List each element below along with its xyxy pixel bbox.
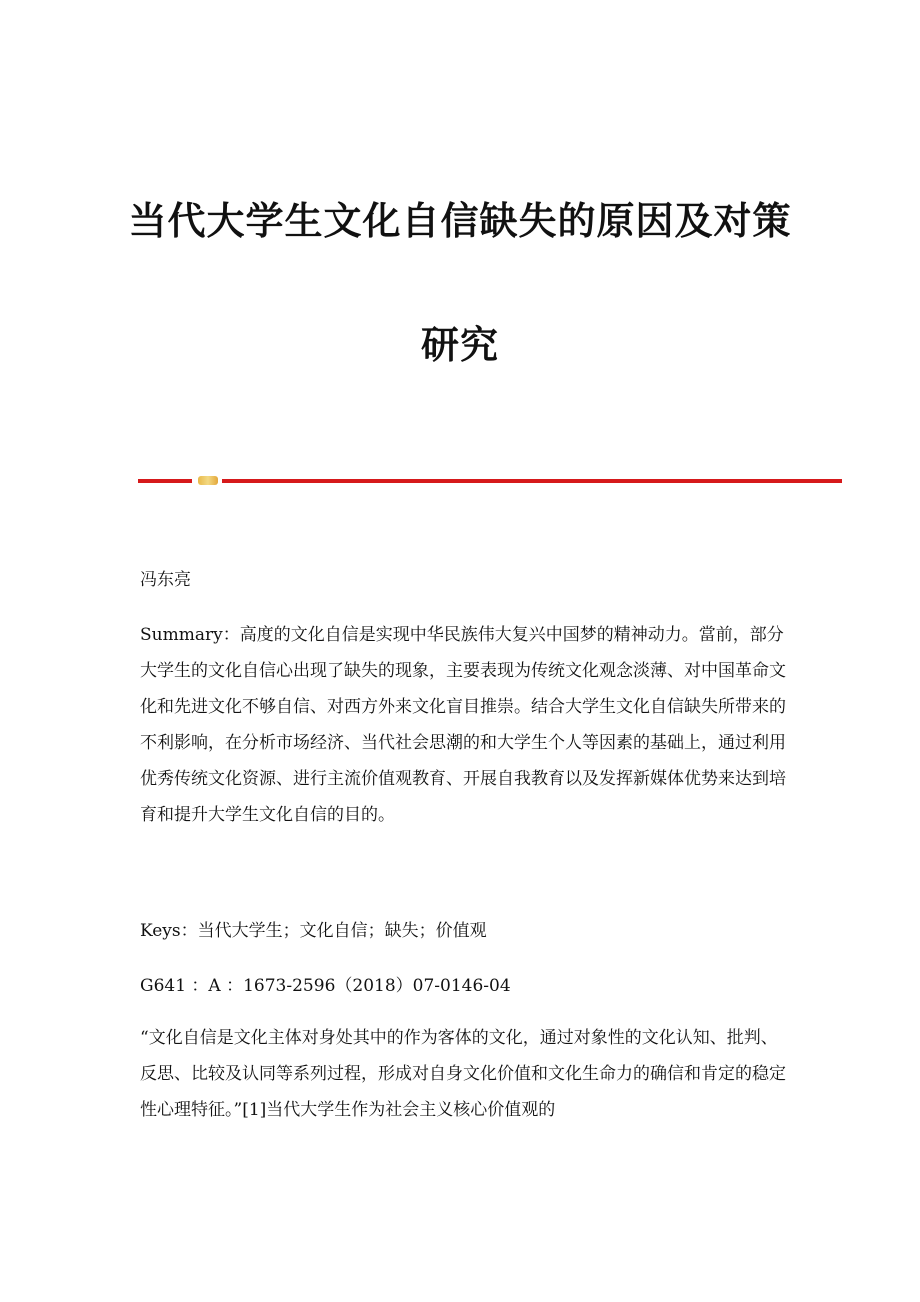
classification-line: G641 ：A ：1673-2596（2018）07-0146-04 xyxy=(140,976,511,996)
divider-bar-left xyxy=(138,479,192,483)
divider-bar-right xyxy=(222,479,842,483)
divider-ornament-icon xyxy=(198,476,218,485)
document-title-line-1: 当代大学生文化自信缺失的原因及对策 xyxy=(128,199,792,243)
body-paragraph: “文化自信是文化主体对身处其中的作为客体的文化，通过对象性的文化认知、批判、反思、比较及认同等系列过程，形成对自身文化价值和文化生命力的确信和肯定的稳定性心理特征。”[1]当代大学生作为社会主义核心价值观的 xyxy=(140,1028,786,1120)
summary-paragraph: Summary：高度的文化自信是实现中华民族伟大复兴中国梦的精神动力。當前，部分大学生的文化自信心出现了缺失的现象，主要表现为传统文化观念淡薄、对中国革命文化和先进文化不够自信、对西方外来文化盲目推崇。结合大学生文化自信缺失所带来的不利影响，在分析市场经济、当代社会思潮的和大学生个人等因素的基础上，通过利用优秀传统文化资源、进行主流价值观教育、开展自我教育以及发挥新媒体优势来达到培育和提升大学生文化自信的目的。 xyxy=(140,625,786,825)
keywords-line: Keys：当代大学生；文化自信；缺失；价值观 xyxy=(140,921,487,941)
document-title-line-2: 研究 xyxy=(420,323,499,367)
title-divider xyxy=(138,476,842,484)
author-name: 冯东亮 xyxy=(140,570,191,590)
